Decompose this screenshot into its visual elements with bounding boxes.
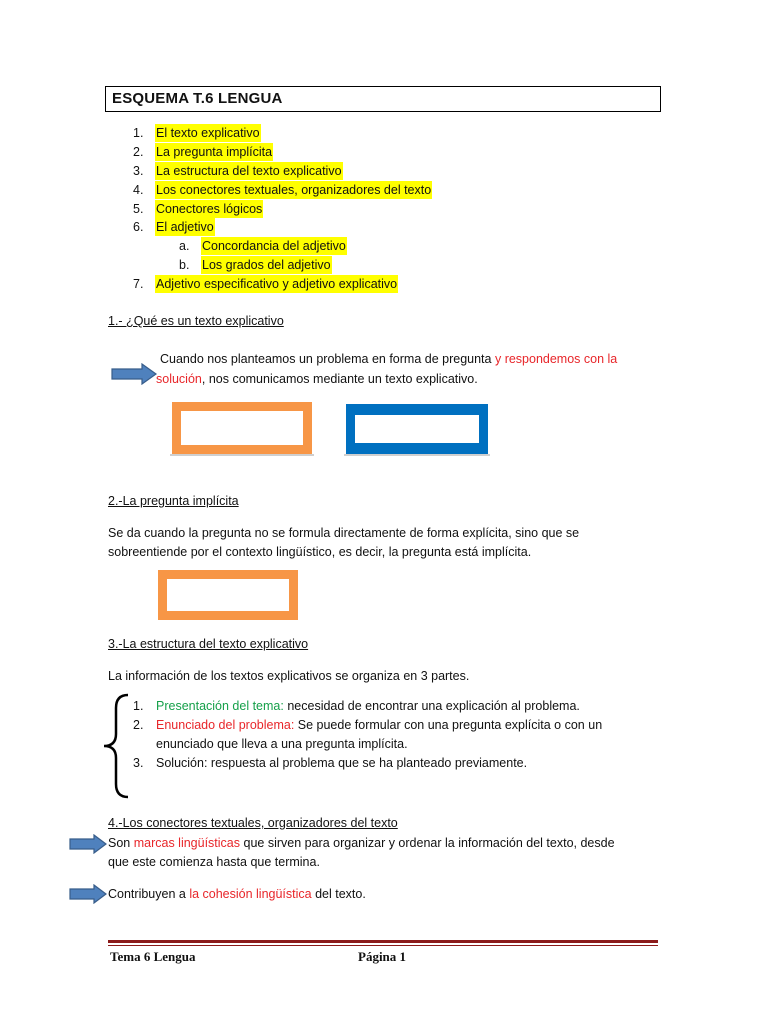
title-box (105, 86, 661, 112)
page-number: Página 1 (358, 949, 407, 964)
text-segment: en 3 partes. (403, 669, 470, 683)
toc-number: 6. (133, 220, 144, 234)
right-arrow-icon (110, 363, 158, 385)
list-text (156, 754, 527, 773)
section-4-line-3 (108, 884, 366, 904)
toc-text: La estructura del texto explicativo (156, 164, 342, 178)
toc-text: La pregunta implícita (156, 145, 273, 159)
list-item (133, 716, 603, 735)
highlighted-phrase: marcas lingüísticas (133, 836, 241, 850)
list-text (156, 697, 580, 716)
item-text: Se puede formular con una pregunta explícita o con un (294, 718, 603, 732)
toc-number: 4. (133, 183, 144, 197)
text-segment: y (494, 352, 505, 366)
toc-text: Los conectores textuales, organizadores del texto (156, 183, 432, 197)
section-3-intro (108, 666, 469, 686)
text-segment: se organiza (335, 669, 404, 683)
toc-number: 1. (133, 126, 144, 140)
right-arrow-icon (68, 884, 108, 904)
section-2-line-2: sobreentiende por el contexto lingüístico, es decir, la pregunta está implícita. (108, 545, 532, 559)
text-segment: La información de los textos explicativos (108, 669, 336, 683)
section-4-line-2: que este comienza hasta que termina. (108, 855, 320, 869)
blue-blank-box (346, 404, 488, 454)
text-segment: del texto. (311, 887, 366, 901)
text-segment: que sirven para organizar y ordenar la información del texto, desde (240, 836, 615, 850)
section-1-line-2 (156, 369, 478, 389)
text-segment: Contribuyen a (108, 887, 190, 901)
page-title: ESQUEMA T.6 LENGUA (112, 90, 283, 107)
section-2-heading: 2.-La pregunta implícita (108, 494, 239, 508)
toc-number: 5. (133, 202, 144, 216)
section-3-heading: 3.-La estructura del texto explicativo (108, 637, 309, 651)
list-number: 3. (133, 756, 144, 770)
highlighted-phrase: solución (156, 372, 202, 386)
toc-number: 3. (133, 164, 144, 178)
footer-left: Tema 6 Lengua (110, 949, 196, 964)
text-segment: Cuando nos planteamos un problema en forma de pregunta (160, 352, 495, 366)
list-item (133, 697, 580, 716)
section-1-line-1 (160, 349, 617, 369)
toc-text: El adjetivo (156, 220, 214, 234)
toc-text: El texto explicativo (156, 126, 260, 140)
footer-divider (108, 945, 658, 946)
toc-text: Concordancia del adjetivo (202, 239, 346, 253)
orange-blank-box (158, 570, 298, 620)
list-item-continuation: enunciado que lleva a una pregunta implícita. (156, 737, 408, 751)
item-text: necesidad de encontrar una explicación al problema. (283, 699, 580, 713)
toc-text: Adjetivo especificativo y adjetivo explicativo (156, 277, 398, 291)
toc-number: 7. (133, 277, 144, 291)
list-item (133, 754, 528, 773)
item-label: Solución: (156, 756, 208, 770)
section-1-heading: 1.- ¿Qué es un texto explicativo (108, 314, 284, 328)
item-label: Enunciado del problema: (156, 718, 295, 732)
list-number: 1. (133, 699, 144, 713)
section-4-line-1 (108, 833, 615, 853)
list-number: 2. (133, 718, 144, 732)
highlighted-phrase: la cohesión lingüística (189, 887, 312, 901)
section-2-line-1: Se da cuando la pregunta no se formula directamente de forma explícita, sino que se (108, 526, 580, 540)
footer-divider (108, 940, 658, 943)
highlighted-phrase: respondemos con la (504, 352, 618, 366)
right-arrow-icon (68, 834, 108, 854)
item-label: Presentación del tema: (156, 699, 284, 713)
toc-number: a. (179, 239, 190, 253)
item-text: respuesta al problema que se ha planteado previamente. (207, 756, 528, 770)
toc-text: Conectores lógicos (156, 202, 263, 216)
left-brace-icon (102, 692, 132, 800)
section-4-heading: 4.-Los conectores textuales, organizadores del texto (108, 816, 398, 830)
orange-blank-box (172, 402, 312, 454)
text-segment: , nos comunicamos mediante un texto explicativo. (201, 372, 478, 386)
box-shadow (170, 454, 314, 456)
toc-number: 2. (133, 145, 144, 159)
text-segment: Son (108, 836, 134, 850)
list-text (156, 716, 602, 735)
toc-text: Los grados del adjetivo (202, 258, 331, 272)
box-shadow (344, 454, 490, 456)
toc-number: b. (179, 258, 190, 272)
